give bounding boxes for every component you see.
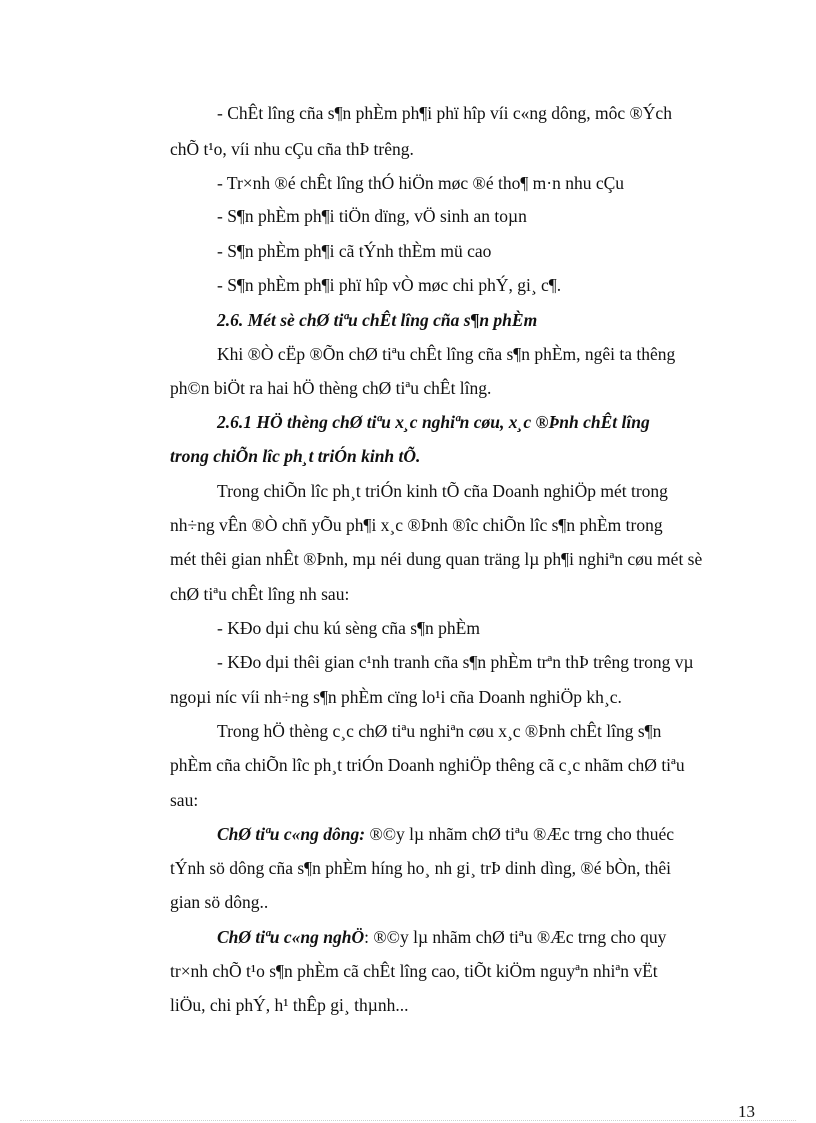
- text-line: nh÷ng vÊn ®Ò chñ yÕu ph¶i x¸c ®Þnh ®îc chiÕn lîc s¶n phÈm trong: [170, 515, 663, 535]
- text-line: gian sö dông..: [170, 892, 269, 912]
- text-line: Khi ®Ò cËp ®Õn chØ tiªu chÊt lîng cña s¶n phÈm, ngêi ta thêng: [217, 344, 676, 364]
- page-number: 13: [738, 1102, 755, 1121]
- term-label: ChØ tiªu c«ng dông:: [217, 824, 366, 844]
- text-line: ngoµi níc víi nh÷ng s¶n phÈm cïng lo¹i cña Doanh nghiÖp kh¸c.: [170, 687, 622, 707]
- text-line: - S¶n phÈm ph¶i tiÖn dïng, vÖ sinh an toµn: [217, 206, 527, 226]
- text-line: chÕ t¹o, víi nhu cÇu cña thÞ trêng.: [170, 139, 414, 159]
- text-line: chØ tiªu chÊt lîng nh sau:: [170, 584, 350, 604]
- text-line: Trong chiÕn lîc ph¸t triÓn kinh tÕ cña Doanh nghiÖp mét trong: [217, 481, 668, 501]
- text-line: [217, 926, 666, 948]
- text-line: - Tr×nh ®é chÊt lîng thÓ hiÖn møc ®é tho¶ m·n nhu cÇu: [217, 173, 625, 193]
- text-line: tÝnh sö dông cña s¶n phÈm híng ho¸ nh gi¸ trÞ dinh dìng, ®é bÒn, thêi: [170, 858, 671, 878]
- text-line: Trong hÖ thèng c¸c chØ tiªu nghiªn cøu x¸c ®Þnh chÊt lîng s¶n: [217, 721, 662, 741]
- text-line: - KÐo dµi chu kú sèng cña s¶n phÈm: [217, 618, 480, 638]
- text-line: sau:: [170, 790, 199, 810]
- text-line: [217, 823, 674, 845]
- page-bottom-rule: [20, 1120, 796, 1121]
- text-line: mét thêi gian nhÊt ®Þnh, mµ néi dung quan träng lµ ph¶i nghiªn cøu mét sè: [170, 549, 703, 569]
- text-line: tr×nh chÕ t¹o s¶n phÈm cã chÊt lîng cao, tiÕt kiÖm nguyªn nhiªn vËt: [170, 961, 658, 981]
- subsection-heading: 2.6.1 HÖ thèng chØ tiªu x¸c nghiªn cøu, x¸c ®Þnh chÊt lîng: [217, 412, 650, 432]
- subsection-heading: trong chiÕn lîc ph¸t triÓn kinh tÕ.: [170, 446, 421, 466]
- term-description: : ®©y lµ nhãm chØ tiªu ®Æc trng cho quy: [364, 927, 667, 947]
- term-label: ChØ tiªu c«ng nghÖ: [217, 927, 365, 947]
- text-line: - KÐo dµi thêi gian c¹nh tranh cña s¶n phÈm trªn thÞ trêng trong vµ: [217, 652, 694, 672]
- text-line: ph©n biÖt ra hai hÖ thèng chØ tiªu chÊt lîng.: [170, 378, 492, 398]
- text-line: - ChÊt lîng cña s¶n phÈm ph¶i phï hîp víi c«ng dông, môc ®Ých: [217, 103, 672, 123]
- section-heading: 2.6. Mét sè chØ tiªu chÊt lîng cña s¶n phÈm: [217, 310, 538, 330]
- term-description: ®©y lµ nhãm chØ tiªu ®Æc trng cho thuéc: [365, 824, 675, 844]
- text-line: phÈm cña chiÕn lîc ph¸t triÓn Doanh nghiÖp thêng cã c¸c nhãm chØ tiªu: [170, 755, 685, 775]
- text-line: - S¶n phÈm ph¶i phï hîp vÒ møc chi phÝ, gi¸ c¶.: [217, 275, 562, 295]
- text-line: liÖu, chi phÝ, h¹ thÊp gi¸ thµnh...: [170, 995, 409, 1015]
- text-line: - S¶n phÈm ph¶i cã tÝnh thÈm mü cao: [217, 241, 492, 261]
